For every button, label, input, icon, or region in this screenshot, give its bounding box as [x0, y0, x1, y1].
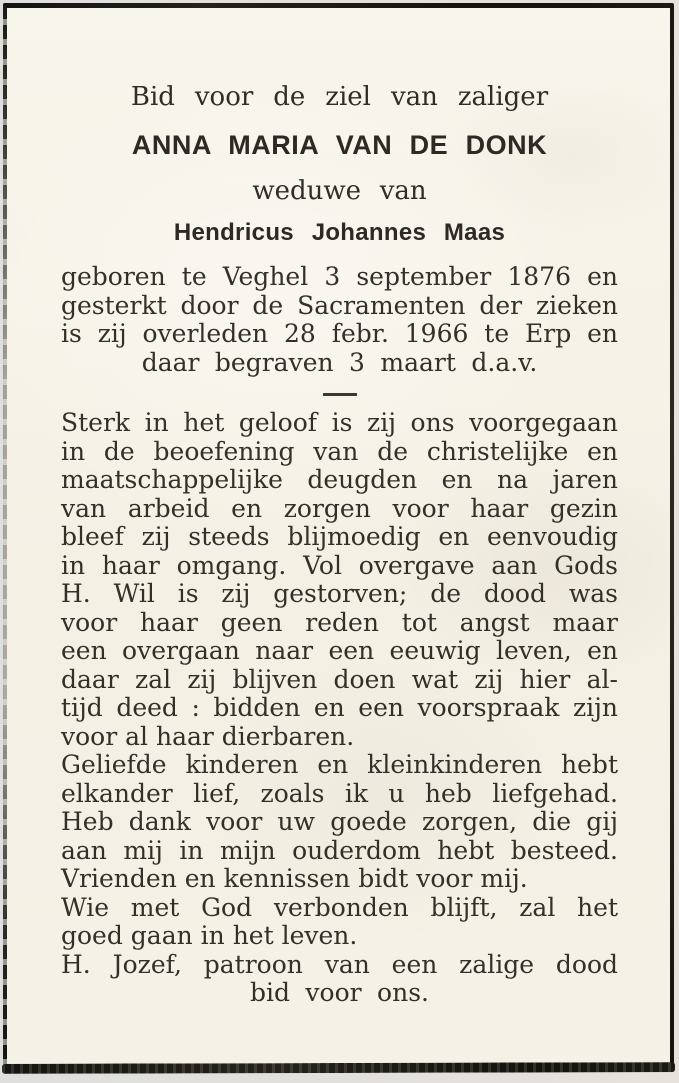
card-paper: [4, 4, 673, 1069]
text-line: bid voor ons.: [249, 978, 429, 1007]
text-line: Vrienden en kennissen bidt voor mij.: [61, 864, 528, 893]
text-line: in de beoefening van de christelijke en: [61, 436, 618, 466]
card-edge-bottom: [2, 1062, 675, 1074]
memorial-text: [61, 409, 618, 751]
card-content: [61, 82, 618, 1008]
text-line: goed gaan in het leven.: [61, 921, 358, 950]
text-line: H. Wil is zij gestorven; de dood was: [61, 579, 618, 608]
text-line: tijd deed : bidden en een voorspraak zijn: [61, 693, 618, 722]
relation-line: weduwe van: [252, 176, 427, 206]
text-line: Wie met God verbonden blijft, zal het: [61, 892, 618, 922]
text-line: gesterkt door de Sacramenten der zieken: [61, 290, 618, 320]
deceased-name: ANNA MARIA VAN DE DONK: [131, 130, 548, 160]
text-line: een overgaan naar een eeuwig leven, en: [61, 636, 618, 665]
section-divider: [323, 393, 357, 396]
text-line: in haar omgang. Vol overgave aan Gods: [61, 550, 618, 580]
closing-prayer: [61, 951, 618, 1008]
vital-dates: [61, 263, 618, 377]
text-line: Heb dank voor uw goede zorgen, die gij: [61, 807, 618, 836]
card-edge-top: [3, 3, 674, 8]
text-line: maatschappelijke deugden en na jaren: [61, 465, 618, 494]
text-line: bleef zij steeds blijmoedig en eenvoudig: [61, 522, 618, 551]
text-line: van arbeid en zorgen voor haar gezin: [61, 493, 618, 523]
text-line: H. Jozef, patroon van een zalige dood: [61, 949, 618, 979]
text-line: voor haar geen reden tot angst maar: [61, 607, 618, 637]
blessing-text: [61, 894, 618, 951]
intro-line: Bid voor de ziel van zaliger: [130, 82, 549, 112]
text-line: daar begraven 3 maart d.a.v.: [141, 347, 538, 377]
farewell-text: [61, 751, 618, 894]
spouse-name: Hendricus Johannes Maas: [173, 219, 506, 246]
card-edge-left: [3, 5, 7, 1067]
text-line: voor al haar dierbaren.: [61, 721, 355, 751]
text-line: is zij overleden 28 febr. 1966 te Erp en: [61, 319, 618, 348]
text-line: aan mij in mijn ouderdom hebt besteed.: [61, 835, 618, 865]
text-line: geboren te Veghel 3 september 1876 en: [61, 262, 618, 291]
text-line: daar zal zij blijven doen wat zij hier al-: [61, 664, 618, 694]
text-line: Sterk in het geloof is zij ons voorgegaan: [61, 408, 618, 437]
card-edge-right: [670, 4, 674, 1068]
text-line: elkander lief, zoals ik u heb liefgehad.: [61, 778, 618, 808]
text-line: Geliefde kinderen en kleinkinderen hebt: [61, 750, 618, 779]
